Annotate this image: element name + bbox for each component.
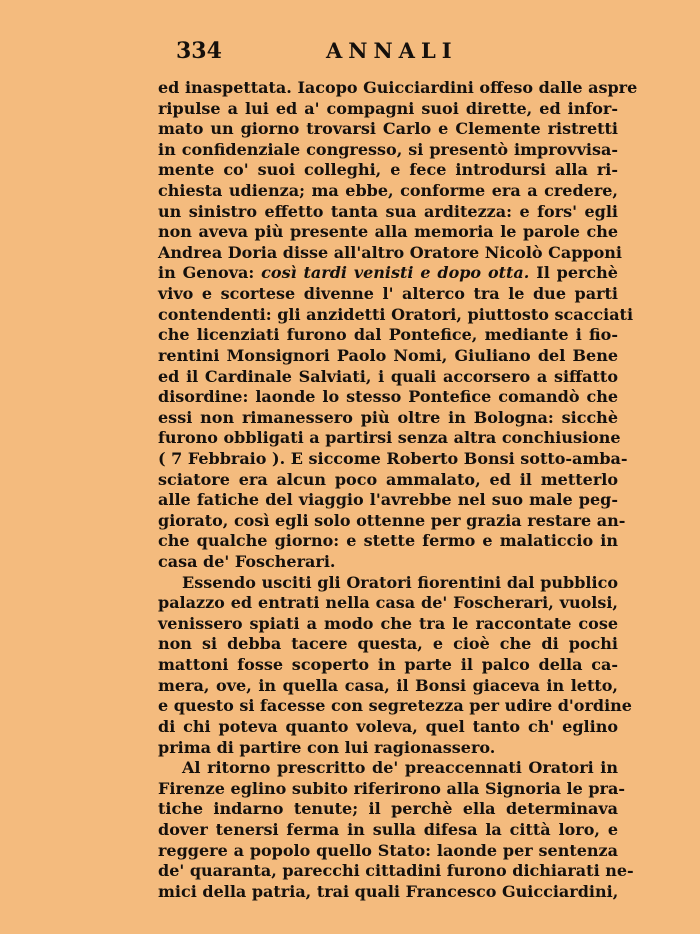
- text-line: giorato, così egli solo ottenne per grazia restare an-: [158, 510, 626, 530]
- text-line: che licenziati furono dal Pontefice, mediante i fio-: [158, 325, 618, 345]
- text-line: de' quaranta, parecchi cittadini furono dichiarati ne-: [158, 861, 634, 881]
- italic-quote: così tardi venisti e dopo otta.: [261, 263, 530, 283]
- text-line: ed il Cardinale Salviati, i quali accorsero a siffatto: [158, 366, 618, 386]
- text-segment: in Genova:: [158, 263, 262, 283]
- text-line: e questo si facesse con segretezza per udire d'ordine: [158, 696, 632, 716]
- text-line: ed inaspettata. Iacopo Guicciardini offeso dalle aspre: [158, 78, 638, 97]
- text-line: non si debba tacere questa, e cioè che di pochi: [158, 634, 618, 654]
- text-line: Andrea Doria disse all'altro Oratore Nicolò Capponi: [158, 242, 623, 262]
- text-line: ( 7 Febbraio ). E siccome Roberto Bonsi sotto-amba-: [158, 448, 628, 468]
- text-line: palazzo ed entrati nella casa de' Foscherari, vuolsi,: [158, 593, 618, 613]
- text-line: furono obbligati a partirsi senza altra conchiusione: [158, 428, 621, 448]
- text-line: un sinistro effetto tanta sua arditezza: e fors' egli: [158, 201, 618, 221]
- text-line: ripulse a lui ed a' compagni suoi dirette, ed infor-: [158, 98, 618, 118]
- text-line: essi non rimanessero più oltre in Bologna: sicchè: [158, 407, 618, 427]
- text-line: chiesta udienza; ma ebbe, conforme era a credere,: [158, 181, 618, 201]
- text-line: che qualche giorno: e stette fermo e malaticcio in: [158, 531, 618, 551]
- text-line: mato un giorno trovarsi Carlo e Clemente ristretti: [158, 119, 618, 139]
- text-line: venissero spiati a modo che tra le raccontate cose: [158, 613, 618, 633]
- text-line: reggere a popolo quello Stato: laonde per sentenza: [158, 840, 618, 860]
- text-line: in confidenziale congresso, si presentò improvvisa-: [158, 139, 618, 159]
- text-line: Firenze eglino subito riferirono alla Signoria le pra-: [158, 778, 625, 798]
- text-line: alle fatiche del viaggio l'avrebbe nel suo male peg-: [158, 490, 618, 510]
- text-line-paragraph-start: Essendo usciti gli Oratori fiorentini dal pubblico: [182, 572, 618, 592]
- text-line: sciatore era alcun poco ammalato, ed il metterlo: [158, 469, 618, 489]
- text-line: mera, ove, in quella casa, il Bonsi giaceva in letto,: [158, 675, 618, 695]
- text-line: mente co' suoi colleghi, e fece introdursi alla ri-: [158, 160, 618, 180]
- text-line: dover tenersi ferma in sulla difesa la città loro, e: [158, 819, 618, 839]
- text-line: tiche indarno tenute; il perchè ella determinava: [158, 799, 618, 819]
- text-line: non aveva più presente alla memoria le parole che: [158, 222, 618, 242]
- text-line-paragraph-end: prima di partire con lui ragionassero.: [158, 737, 496, 757]
- text-line: disordine: laonde lo stesso Pontefice comandò che: [158, 387, 618, 407]
- text-line: rentini Monsignori Paolo Nomi, Giuliano del Bene: [158, 345, 618, 365]
- text-line: mattoni fosse scoperto in parte il palco della ca-: [158, 655, 618, 675]
- text-line: di chi poteva quanto voleva, quel tanto ch' eglino: [158, 716, 618, 736]
- page-number: 334: [176, 38, 222, 64]
- text-line: vivo e scortese divenne l' alterco tra le due parti: [158, 284, 618, 304]
- text-line-paragraph-start: Al ritorno prescritto de' preaccennati Oratori in: [182, 758, 618, 778]
- text-line: mici della patria, trai quali Francesco Guicciardini,: [158, 881, 619, 901]
- running-title: ANNALI: [326, 38, 458, 63]
- text-line: contendenti: gli anzidetti Oratori, piuttosto scacciati: [158, 304, 634, 324]
- body-text: [158, 78, 638, 902]
- text-line-paragraph-end: casa de' Foscherari.: [158, 552, 336, 572]
- text-line-quote: [158, 263, 618, 284]
- text-segment: Il perchè: [529, 263, 618, 283]
